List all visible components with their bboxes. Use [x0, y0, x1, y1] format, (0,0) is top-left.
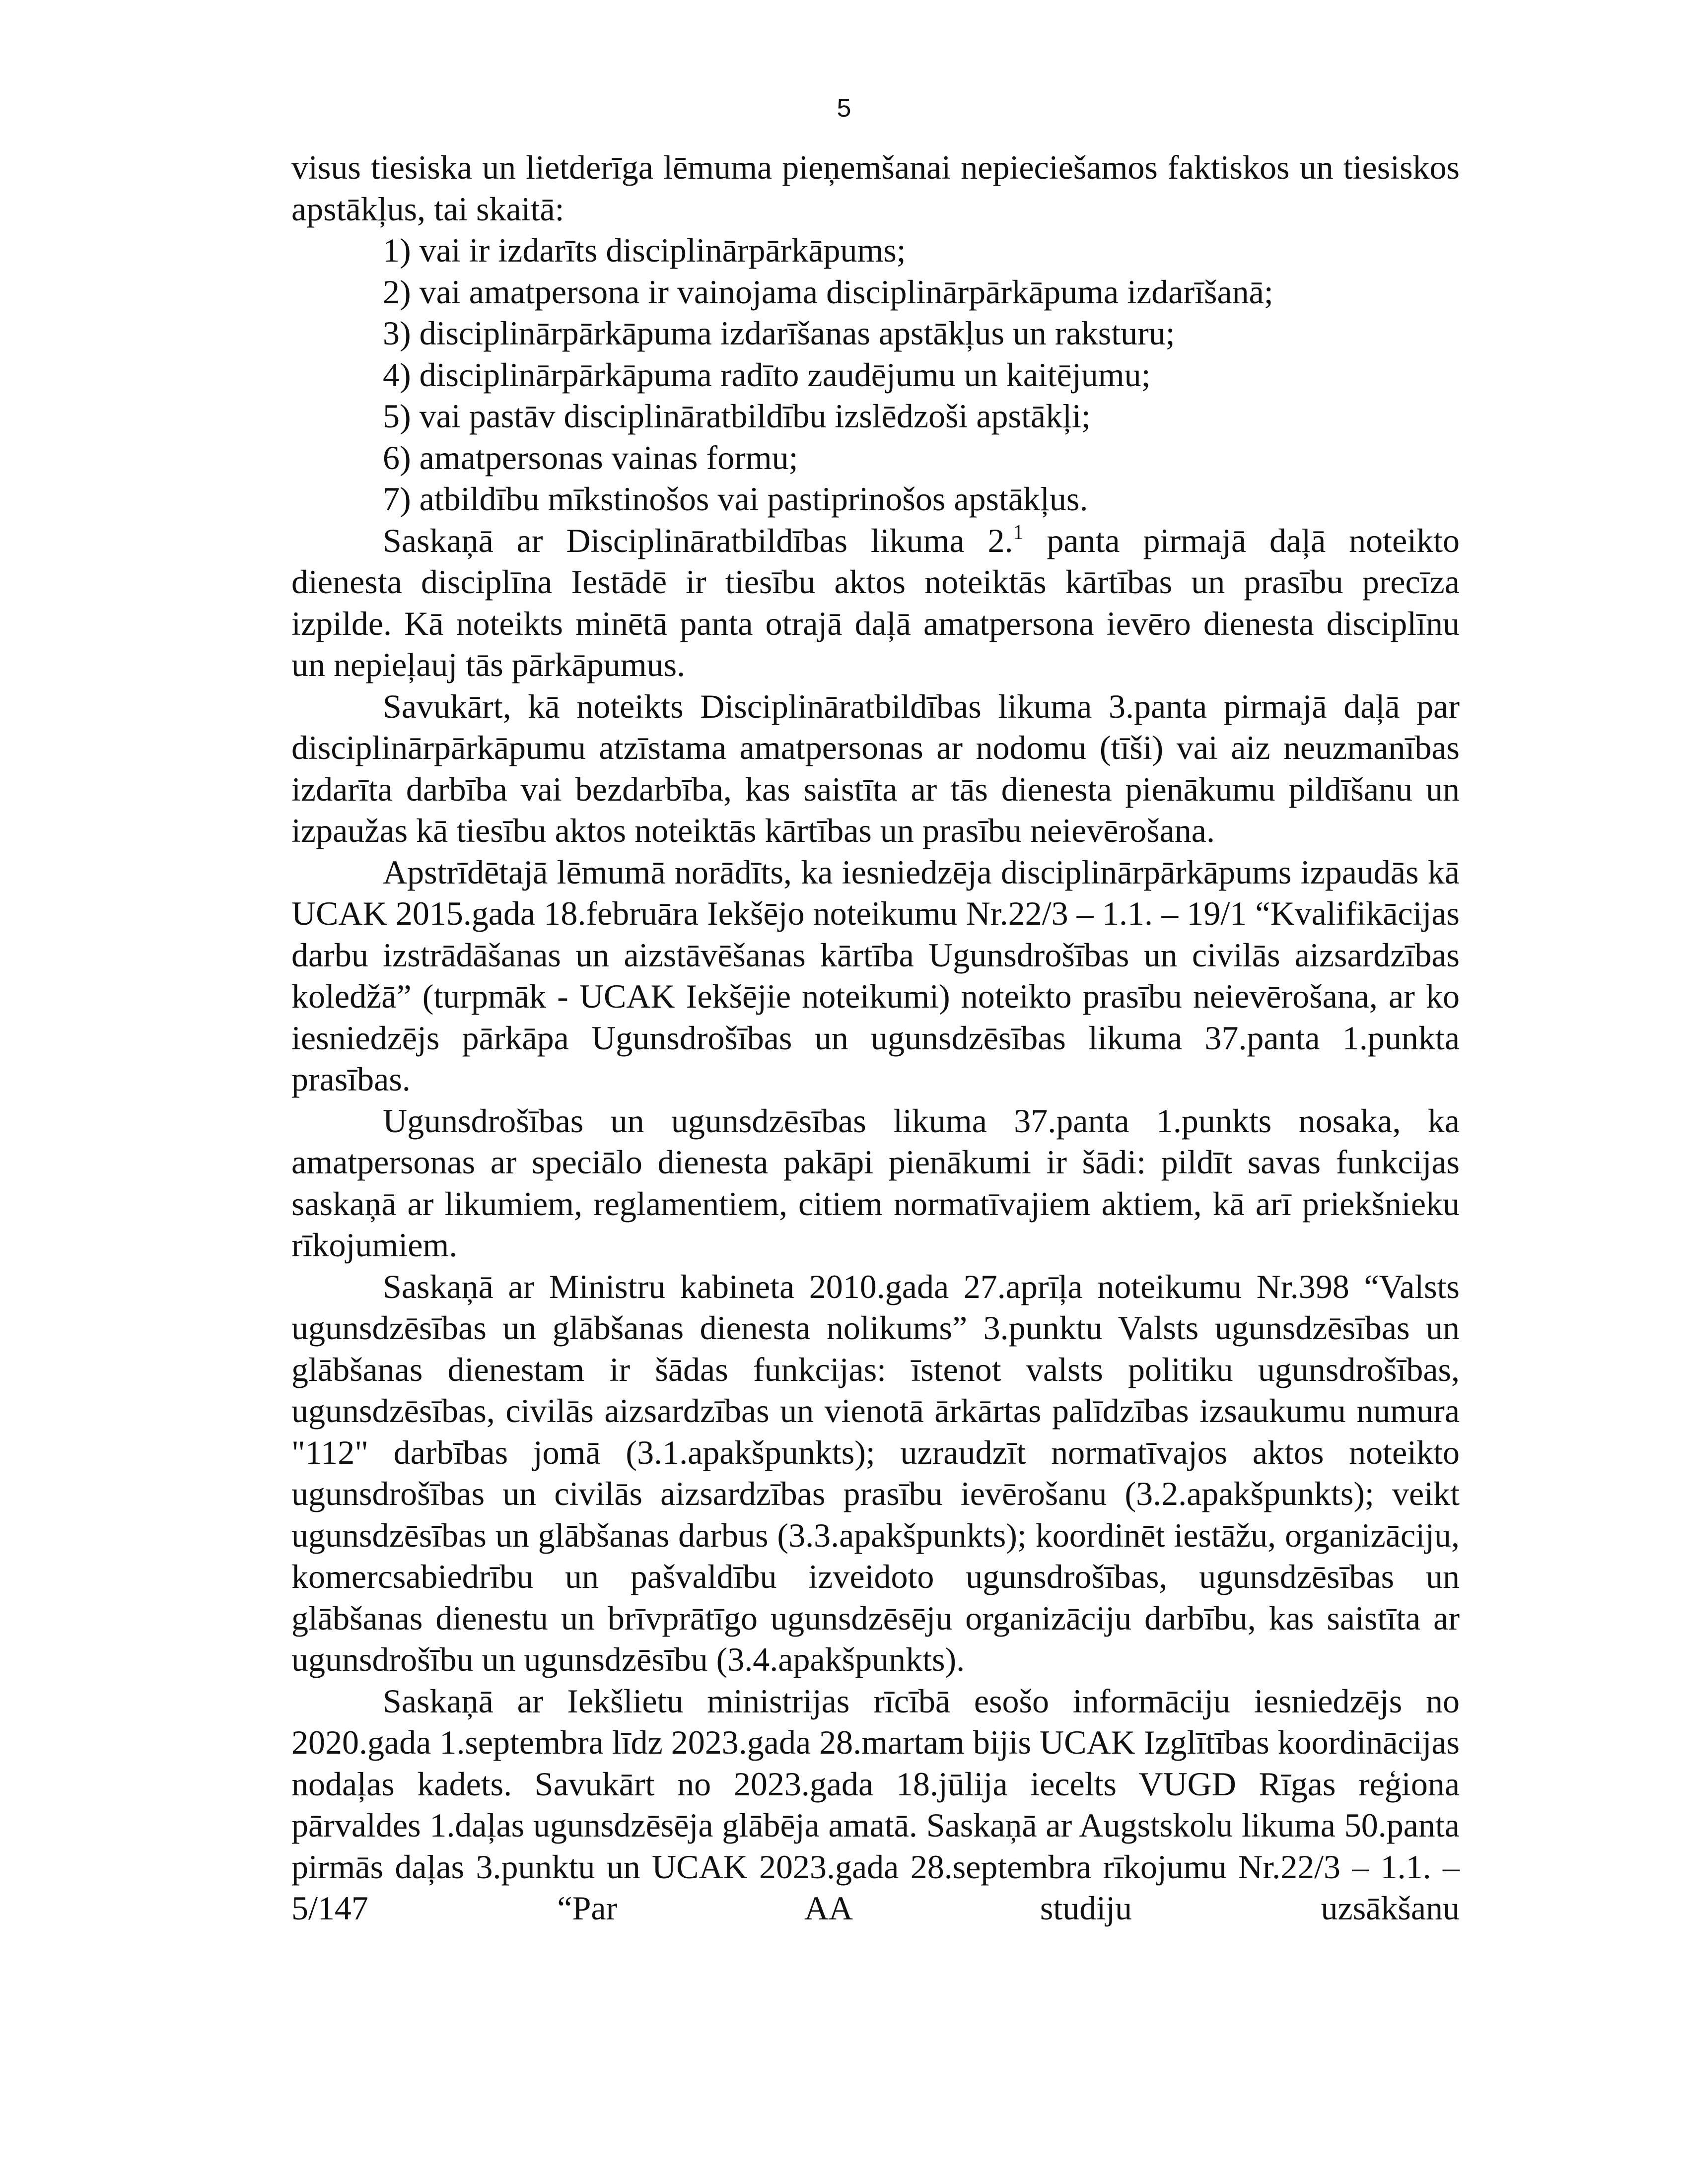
page-number: 5: [837, 94, 851, 123]
criteria-list: [291, 230, 1460, 520]
document-body: [291, 147, 1460, 1929]
paragraph-misconduct-definition: Savukārt, kā noteikts Disciplināratbildības likuma 3.panta pirmajā daļā par disciplinārpārkāpumu atzīstama amatpersonas ar nodomu (tīši) vai aiz neuzmanības izdarīta darbība vai bezdarbība, kas saistīta ar tās dienesta pienākumu pildīšanu un izpaužas kā tiesību aktos noteiktās kārtības un prasību neievērošana.: [291, 687, 1460, 849]
list-item: 7) atbildību mīkstinošos vai pastiprinošos apstākļus.: [383, 480, 1088, 518]
list-item: 1) vai ir izdarīts disciplinārpārkāpums;: [383, 231, 906, 269]
paragraph-service-functions: Saskaņā ar Ministru kabineta 2010.gada 27.aprīļa noteikumu Nr.398 “Valsts ugunsdzēsības un glābšanas dienesta nolikums” 3.punktu Valsts ugunsdzēsības un glābšanas dienestam ir šādas funkcijas: īstenot valsts politiku ugunsdrošības, ugunsdzēsības, civilās aizsardzības un vienotā ārkārtas palīdzības izsaukumu numura "112" darbības jomā (3.1.apakšpunkts); uzraudzīt normatīvajos aktos noteikto ugunsdrošības un civilās aizsardzības prasību ievērošanu (3.2.apakšpunkts); veikt ugunsdzēsības un glābšanas darbus (3.3.apakšpunkts); koordinēt iestāžu, organizāciju, komercsabiedrību un pašvaldību izveidoto ugunsdrošības, ugunsdzēsības un glābšanas dienestu un brīvprātīgo ugunsdzēsēju organizāciju darbību, kas saistīta ar ugunsdrošību un ugunsdzēsību (3.4.apakšpunkts).: [291, 1267, 1460, 1678]
intro-paragraph: visus tiesiska un lietderīga lēmuma pieņemšanai nepieciešamos faktiskos un tiesiskos apstākļus, tai skaitā:: [291, 148, 1460, 228]
list-item: 2) vai amatpersona ir vainojama disciplinārpārkāpuma izdarīšanā;: [383, 273, 1273, 311]
paragraph-officer-duties: Ugunsdrošības un ugunsdzēsības likuma 37.panta 1.punkts nosaka, ka amatpersonas ar speciālo dienesta pakāpi pienākumi ir šādi: pildīt savas funkcijas saskaņā ar likumiem, reglamentiem, citiem normatīvajiem aktiem, kā arī priekšnieku rīkojumiem.: [291, 1101, 1460, 1264]
list-item: 4) disciplinārpārkāpuma radīto zaudējumu un kaitējumu;: [383, 355, 1151, 394]
list-item: 6) amatpersonas vainas formu;: [383, 438, 798, 477]
paragraph-text: Saskaņā ar Disciplināratbildības likuma 2.: [383, 521, 1013, 559]
paragraph-text: panta pirmajā daļā noteikto dienesta disciplīna Iestādē ir tiesību aktos noteiktās kārtības un prasību precīza izpilde. Kā noteikts minētā panta otrajā daļā amatpersona ievēro dienesta disciplīnu un nepieļauj tās pārkāpumus.: [291, 521, 1460, 683]
list-item: 3) disciplinārpārkāpuma izdarīšanas apstākļus un raksturu;: [383, 314, 1175, 352]
paragraph-discipline-definition: [291, 520, 1460, 686]
paragraph-applicant-service: Saskaņā ar Iekšlietu ministrijas rīcībā esošo informāciju iesniedzējs no 2020.gada 1.septembra līdz 2023.gada 28.martam bijis UCAK Izglītības koordinācijas nodaļas kadets. Savukārt no 2023.gada 18.jūlija iecelts VUGD Rīgas reģiona pārvaldes 1.daļas ugunsdzēsēja glābēja amatā. Saskaņā ar Augstskolu likuma 50.panta pirmās daļas 3.punktu un UCAK 2023.gada 28.septembra rīkojumu Nr.22/3 – 1.1. – 5/147 “Par AA studiju uzsākšanu: [291, 1682, 1460, 1927]
paragraph-contested-decision: Apstrīdētajā lēmumā norādīts, ka iesniedzēja disciplinārpārkāpums izpaudās kā UCAK 2015.gada 18.februāra Iekšējo noteikumu Nr.22/3 – 1.1. – 19/1 “Kvalifikācijas darbu izstrādāšanas un aizstāvēšanas kārtība Ugunsdrošības un civilās aizsardzības koledžā” (turpmāk - UCAK Iekšējie noteikumi) noteikto prasību neievērošana, ar ko iesniedzējs pārkāpa Ugunsdrošības un ugunsdzēsības likuma 37.panta 1.punkta prasības.: [291, 853, 1460, 1098]
superscript: 1: [1013, 521, 1024, 544]
list-item: 5) vai pastāv disciplināratbildību izslēdzoši apstākļi;: [383, 397, 1091, 435]
